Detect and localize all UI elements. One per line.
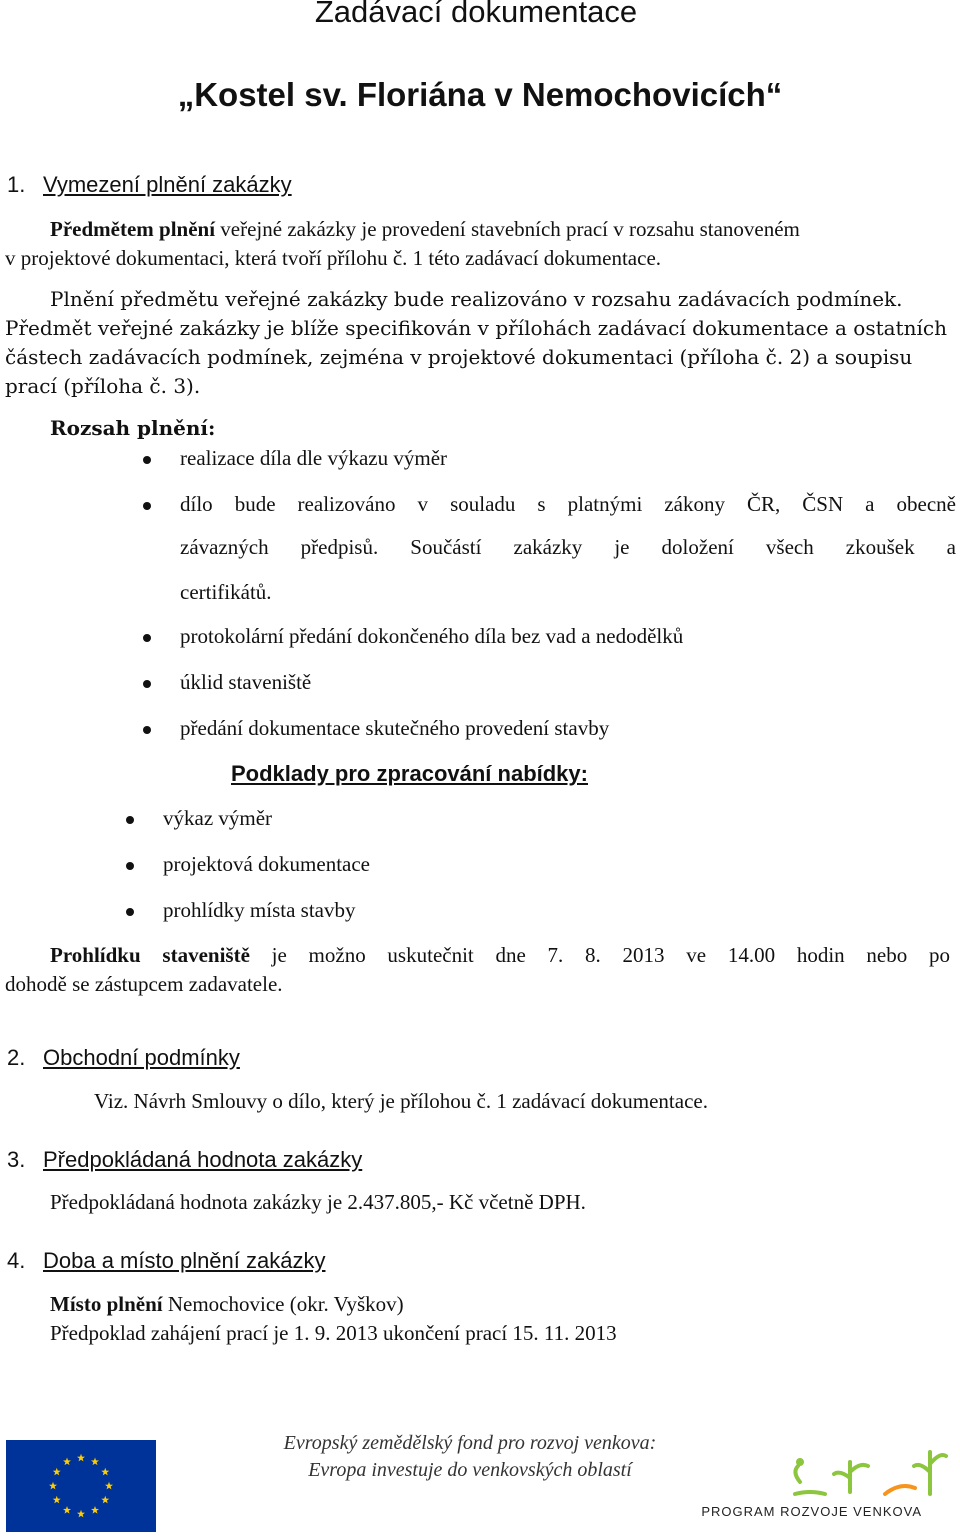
scope-label: Rozsah plnění: bbox=[50, 416, 216, 440]
program-rozvoje-venkova-logo bbox=[700, 1432, 950, 1530]
bullet-icon bbox=[143, 456, 151, 464]
bullet-icon bbox=[143, 680, 151, 688]
section-2-text: Viz. Návrh Smlouvy o dílo, který je přílohou č. 1 zadávací dokumentace. bbox=[94, 1089, 708, 1113]
section-1-paragraph-2-line-2: Předmět veřejné zakázky je blíže specifikován v přílohách zadávací dokumentace a ostatních bbox=[5, 316, 947, 340]
subject-label: Předmětem plnění bbox=[50, 217, 216, 241]
section-2-heading bbox=[7, 1045, 240, 1071]
basis-item-2: projektová dokumentace bbox=[163, 852, 371, 876]
scope-item-3: protokolární předání dokončeného díla bez vad a nedodělků bbox=[180, 624, 684, 648]
bullet-icon bbox=[126, 908, 134, 916]
scope-item-2-line-2: závazných předpisů. Součástí zakázky je doložení všech zkoušek a bbox=[180, 535, 956, 559]
section-2-title: Obchodní podmínky bbox=[43, 1045, 240, 1070]
scope-item-1: realizace díla dle výkazu výměr bbox=[180, 446, 448, 470]
section-1-paragraph-1-line-1: Předmětem plnění veřejné zakázky je provedení stavebních prací v rozsahu stanoveném bbox=[50, 217, 800, 241]
bullet-icon bbox=[143, 726, 151, 734]
section-4-number: 4. bbox=[7, 1248, 26, 1273]
section-1-paragraph-2-line-3: částech zadávacích podmínek, zejména v projektové dokumentaci (příloha č. 2) a soupisu bbox=[5, 345, 913, 369]
bullet-icon bbox=[126, 862, 134, 870]
section-2-number: 2. bbox=[7, 1045, 26, 1070]
eu-flag-logo bbox=[6, 1440, 156, 1532]
footer-line-2: Evropa investuje do venkovských oblastí bbox=[308, 1459, 632, 1481]
scope-item-2-line-3: certifikátů. bbox=[180, 580, 272, 604]
basis-item-1: výkaz výměr bbox=[163, 806, 273, 830]
section-3-title: Předpokládaná hodnota zakázky bbox=[43, 1147, 363, 1172]
section-1-title: Vymezení plnění zakázky bbox=[43, 172, 292, 197]
section-1-number: 1. bbox=[7, 172, 26, 197]
performance-dates: Předpoklad zahájení prací je 1. 9. 2013 ukončení prací 15. 11. 2013 bbox=[50, 1321, 617, 1345]
scope-item-2-line-1: dílo bude realizováno v souladu s platnými zákony ČR, ČSN a obecně bbox=[180, 492, 956, 516]
site-visit-line-2: dohodě se zástupcem zadavatele. bbox=[5, 972, 283, 996]
place-label: Místo plnění bbox=[50, 1292, 163, 1316]
section-1-paragraph-2-line-4: prací (příloha č. 3). bbox=[5, 374, 201, 398]
site-visit-line-1: Prohlídku staveniště je možno uskutečnit dne 7. 8. 2013 ve 14.00 hodin nebo po bbox=[50, 943, 950, 967]
section-1-heading bbox=[7, 172, 292, 198]
bullet-icon bbox=[143, 502, 151, 510]
section-3-heading bbox=[7, 1147, 362, 1173]
document-title: Zadávací dokumentace bbox=[314, 0, 638, 29]
bullet-icon bbox=[143, 634, 151, 642]
program-logo-text: PROGRAM ROZVOJE VENKOVA bbox=[701, 1504, 922, 1519]
section-4-heading bbox=[7, 1248, 325, 1274]
section-1-paragraph-1-line-2: v projektové dokumentaci, která tvoří přílohu č. 1 této zadávací dokumentace. bbox=[5, 246, 662, 270]
scope-item-4: úklid staveniště bbox=[180, 670, 312, 694]
footer-line-1: Evropský zemědělský fond pro rozvoj venkova: bbox=[283, 1432, 657, 1454]
section-4-title: Doba a místo plnění zakázky bbox=[43, 1248, 326, 1273]
basis-item-3: prohlídky místa stavby bbox=[163, 898, 356, 922]
place-of-performance: Místo plnění Nemochovice (okr. Vyškov) bbox=[50, 1292, 404, 1316]
scope-item-5: předání dokumentace skutečného provedení stavby bbox=[180, 716, 610, 740]
document-subtitle: „Kostel sv. Floriána v Nemochovicích“ bbox=[177, 76, 783, 113]
site-visit-label: Prohlídku staveniště bbox=[50, 943, 250, 967]
bullet-icon bbox=[126, 816, 134, 824]
section-3-number: 3. bbox=[7, 1147, 26, 1172]
section-1-paragraph-2-line-1: Plnění předmětu veřejné zakázky bude realizováno v rozsahu zadávacích podmínek. bbox=[50, 287, 903, 311]
section-3-text: Předpokládaná hodnota zakázky je 2.437.805,- Kč včetně DPH. bbox=[50, 1190, 586, 1214]
basis-heading: Podklady pro zpracování nabídky: bbox=[231, 761, 588, 786]
